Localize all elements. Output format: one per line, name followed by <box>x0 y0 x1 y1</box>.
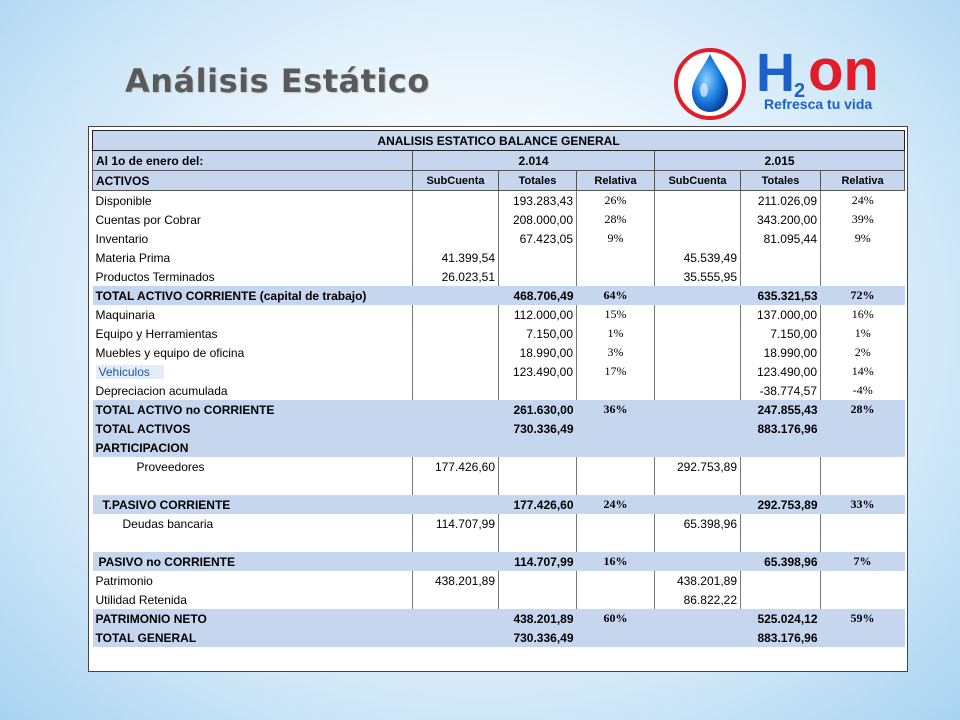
cell-value: 60% <box>577 609 655 628</box>
col-relativa-b: Relativa <box>821 171 905 191</box>
cell-value: 292.753,89 <box>741 495 821 514</box>
cell-value: 16% <box>577 552 655 571</box>
table-row <box>93 590 905 609</box>
row-label: Muebles y equipo de oficina <box>93 343 413 362</box>
table-row-total <box>93 552 905 571</box>
cell-value: 16% <box>851 307 874 321</box>
table-row-total <box>93 609 905 628</box>
cell-value: 525.024,12 <box>741 609 821 628</box>
cell-value: 3% <box>577 343 655 362</box>
cell-value: 730.336,49 <box>499 419 577 438</box>
table-row <box>93 514 905 533</box>
table-row-total <box>93 438 905 457</box>
column-header-row <box>93 171 905 191</box>
year-2014: 2.014 <box>413 151 655 171</box>
cell-value: 7.150,00 <box>499 324 577 343</box>
row-label: PASIVO no CORRIENTE <box>93 552 413 571</box>
row-label: Productos Terminados <box>93 267 413 286</box>
cell-value: 59% <box>821 609 905 628</box>
cell-value: 114.707,99 <box>413 514 499 533</box>
cell-value: 114.707,99 <box>499 552 577 571</box>
cell-value: 438.201,89 <box>413 571 499 590</box>
cell-value: 24% <box>851 193 874 207</box>
cell-value: 18.990,00 <box>499 343 577 362</box>
cell-value: 261.630,00 <box>499 400 577 419</box>
cell-value: -4% <box>852 383 873 397</box>
cell-value: 64% <box>577 286 655 305</box>
row-label: Disponible <box>93 191 413 211</box>
table-row-total <box>93 286 905 305</box>
row-label: Utilidad Retenida <box>93 590 413 609</box>
logo-h: H <box>756 43 795 103</box>
balance-table <box>92 130 905 647</box>
row-label: Patrimonio <box>93 571 413 590</box>
cell-value: 33% <box>821 495 905 514</box>
cell-value: 137.000,00 <box>741 305 821 324</box>
table-row-blank <box>93 533 905 552</box>
date-label: Al 1o de enero del: <box>93 151 413 171</box>
cell-value: 208.000,00 <box>499 210 577 229</box>
cell-value: 65.398,96 <box>655 514 741 533</box>
year-row <box>93 151 905 171</box>
row-label: T.PASIVO CORRIENTE <box>93 495 413 514</box>
cell-value: 343.200,00 <box>741 210 821 229</box>
cell-value: 883.176,96 <box>741 419 821 438</box>
cell-value: 72% <box>821 286 905 305</box>
table-row <box>93 324 905 343</box>
cell-value: 39% <box>851 212 874 226</box>
cell-value: 65.398,96 <box>741 552 821 571</box>
cell-value: 45.539,49 <box>655 248 741 267</box>
cell-value: 67.423,05 <box>499 229 577 248</box>
water-drop-icon <box>672 44 752 122</box>
table-row <box>93 381 905 400</box>
col-relativa-a: Relativa <box>577 171 655 191</box>
row-label: PARTICIPACION <box>93 438 413 457</box>
table-row <box>93 457 905 476</box>
row-label: Materia Prima <box>93 248 413 267</box>
col-totales-b: Totales <box>741 171 821 191</box>
cell-value: 15% <box>577 305 655 324</box>
cell-value: 123.490,00 <box>741 362 821 381</box>
row-label: Proveedores <box>93 457 413 476</box>
table-row <box>93 343 905 362</box>
year-2015: 2.015 <box>655 151 905 171</box>
table-row-total <box>93 400 905 419</box>
cell-value: 1% <box>854 326 871 340</box>
col-totales-a: Totales <box>499 171 577 191</box>
cell-value: 112.000,00 <box>499 305 577 324</box>
row-label: PATRIMONIO NETO <box>93 609 413 628</box>
cell-value: 17% <box>577 362 655 381</box>
row-label: Inventario <box>93 229 413 248</box>
row-label: TOTAL ACTIVOS <box>93 419 413 438</box>
col-subcuenta-a: SubCuenta <box>413 171 499 191</box>
logo-on: on <box>808 38 879 103</box>
row-label: Vehiculos <box>96 365 164 379</box>
cell-value: 18.990,00 <box>741 343 821 362</box>
cell-value: 26% <box>577 191 655 211</box>
row-label: Cuentas por Cobrar <box>93 210 413 229</box>
cell-value: 211.026,09 <box>741 191 821 211</box>
cell-value: 81.095,44 <box>741 229 821 248</box>
cell-value: 41.399,54 <box>413 248 499 267</box>
cell-value: 177.426,60 <box>413 457 499 476</box>
cell-value: 35.555,95 <box>655 267 741 286</box>
cell-value: 36% <box>577 400 655 419</box>
table-row <box>93 362 905 381</box>
cell-value: 438.201,89 <box>499 609 577 628</box>
cell-value: 7% <box>821 552 905 571</box>
logo-subscript-2: 2 <box>794 80 806 102</box>
row-label: TOTAL ACTIVO no CORRIENTE <box>93 400 413 419</box>
row-label: Equipo y Herramientas <box>93 324 413 343</box>
table-row-total <box>93 628 905 647</box>
row-label: TOTAL ACTIVO CORRIENTE (capital de trabajo) <box>93 286 413 305</box>
row-label-cell <box>93 362 413 381</box>
cell-value: 438.201,89 <box>655 571 741 590</box>
cell-value: 28% <box>821 400 905 419</box>
row-label: Depreciacion acumulada <box>93 381 413 400</box>
cell-value: 177.426,60 <box>499 495 577 514</box>
table-row-total <box>93 419 905 438</box>
table-row <box>93 191 905 211</box>
table-row <box>93 248 905 267</box>
cell-value: 14% <box>851 364 874 378</box>
cell-value: 28% <box>577 210 655 229</box>
cell-value: 86.822,22 <box>655 590 741 609</box>
row-label: Deudas bancaria <box>93 514 413 533</box>
cell-value: -38.774,57 <box>741 381 821 400</box>
row-label: Maquinaria <box>93 305 413 324</box>
balance-sheet <box>88 126 908 672</box>
logo-tagline: Refresca tu vida <box>764 96 873 112</box>
table-row <box>93 305 905 324</box>
cell-value: 193.283,43 <box>499 191 577 211</box>
cell-value: 1% <box>577 324 655 343</box>
table-row <box>93 571 905 590</box>
cell-value: 730.336,49 <box>499 628 577 647</box>
table-row <box>93 229 905 248</box>
cell-value: 26.023,51 <box>413 267 499 286</box>
table-row <box>93 210 905 229</box>
cell-value: 883.176,96 <box>741 628 821 647</box>
table-row-blank <box>93 476 905 495</box>
table-title: ANALISIS ESTATICO BALANCE GENERAL <box>93 131 905 151</box>
table-title-row <box>93 131 905 151</box>
row-label: TOTAL GENERAL <box>93 628 413 647</box>
cell-value: 24% <box>577 495 655 514</box>
cell-value: 468.706,49 <box>499 286 577 305</box>
cell-value: 2% <box>854 345 871 359</box>
table-row-total <box>93 495 905 514</box>
h2on-logo <box>672 38 902 122</box>
section-activos: ACTIVOS <box>93 171 413 191</box>
cell-value: 635.321,53 <box>741 286 821 305</box>
table-row <box>93 267 905 286</box>
cell-value: 7.150,00 <box>741 324 821 343</box>
cell-value: 9% <box>577 229 655 248</box>
cell-value: 123.490,00 <box>499 362 577 381</box>
slide-title: Análisis Estático <box>125 62 430 100</box>
cell-value: 292.753,89 <box>655 457 741 476</box>
cell-value: 9% <box>854 231 871 245</box>
cell-value: 247.855,43 <box>741 400 821 419</box>
col-subcuenta-b: SubCuenta <box>655 171 741 191</box>
